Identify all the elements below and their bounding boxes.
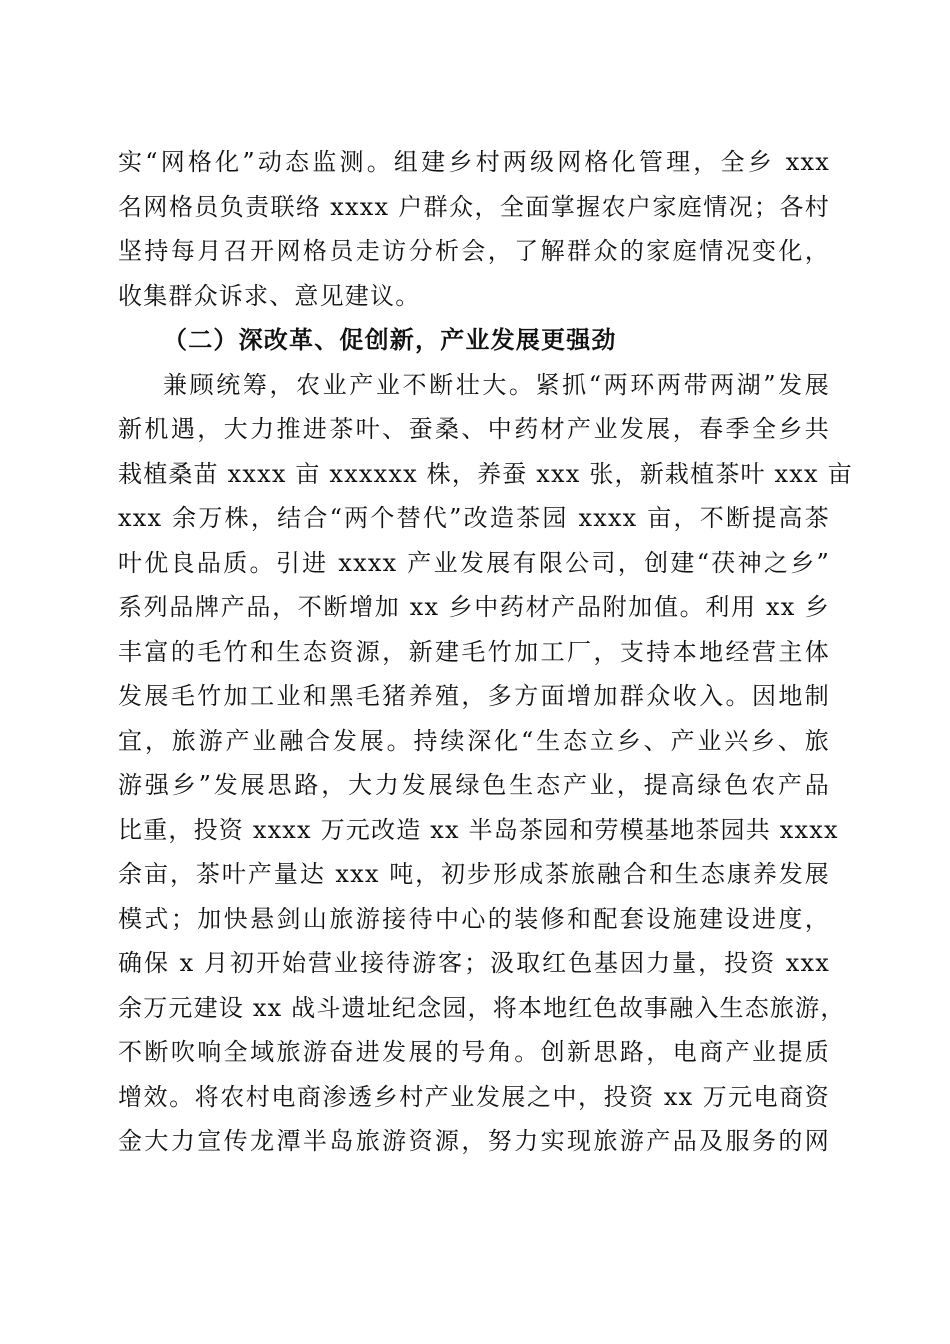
text-line: 增效。将农村电商渗透乡村产业发展之中，投资 xx 万元电商资 [118,1082,830,1111]
text-line: 系列品牌产品，不断增加 xx 乡中药材产品附加值。利用 xx 乡 [118,593,830,621]
paragraph-1 [118,140,830,318]
text-line: 实“网格化”动态监测。组建乡村两级网格化管理，全乡 xxx [118,148,830,176]
text-line: 余亩，茶叶产量达 xxx 吨，初步形成茶旅融合和生态康养发展 [118,860,830,888]
text-line: 确保 x 月初开始营业接待游客；汲取红色基因力量，投资 xxx [118,949,830,977]
text-line: 发展毛竹加工业和黑毛猪养殖，多方面增加群众收入。因地制 [118,682,830,710]
text-line: 丰富的毛竹和生态资源，新建毛竹加工厂，支持本地经营主体 [118,637,830,666]
text-line: 新机遇，大力推进茶叶、蚕桑、中药材产业发展，春季全乡共 [118,415,830,443]
text-line: 不断吹响全域旅游奋进发展的号角。创新思路，电商产业提质 [118,1038,830,1066]
text-line: xxx 余万株，结合“两个替代”改造茶园 xxxx 亩，不断提高茶 [118,504,830,532]
text-line: 游强乡”发展思路，大力发展绿色生态产业，提高绿色农产品 [118,771,830,799]
paragraph-2 [118,363,853,1164]
text-line: 叶优良品质。引进 xxxx 产业发展有限公司，创建“茯神之乡” [118,548,830,577]
text-line: 栽植桑苗 xxxx 亩 xxxxxx 株，养蚕 xxx 张，新栽植茶叶 xxx 亩 [118,459,853,488]
text-line: 金大力宣传龙潭半岛旅游资源，努力实现旅游产品及服务的网 [118,1127,830,1155]
text-line: 名网格员负责联络 xxxx 户群众，全面掌握农户家庭情况；各村 [118,192,830,221]
text-line: 坚持每月召开网格员走访分析会，了解群众的家庭情况变化， [118,237,830,265]
text-line: 收集群众诉求、意见建议。 [118,281,421,310]
text-line: 余万元建设 xx 战斗遗址纪念园，将本地红色故事融入生态旅游， [118,993,846,1022]
text-line: 模式；加快悬剑山旅游接待中心的装修和配套设施建设进度， [118,904,830,933]
document-body [118,140,853,1164]
text-line: 比重，投资 xxxx 万元改造 xx 半岛茶园和劳模基地茶园共 xxxx [118,815,839,844]
section-heading: （二）深改革、促创新，产业发展更强劲 [163,325,617,354]
text-line: 兼顾统筹，农业产业不断壮大。紧抓“两环两带两湖”发展 [163,370,830,399]
text-line: 宜，旅游产业融合发展。持续深化“生态立乡、产业兴乡、旅 [118,726,830,755]
